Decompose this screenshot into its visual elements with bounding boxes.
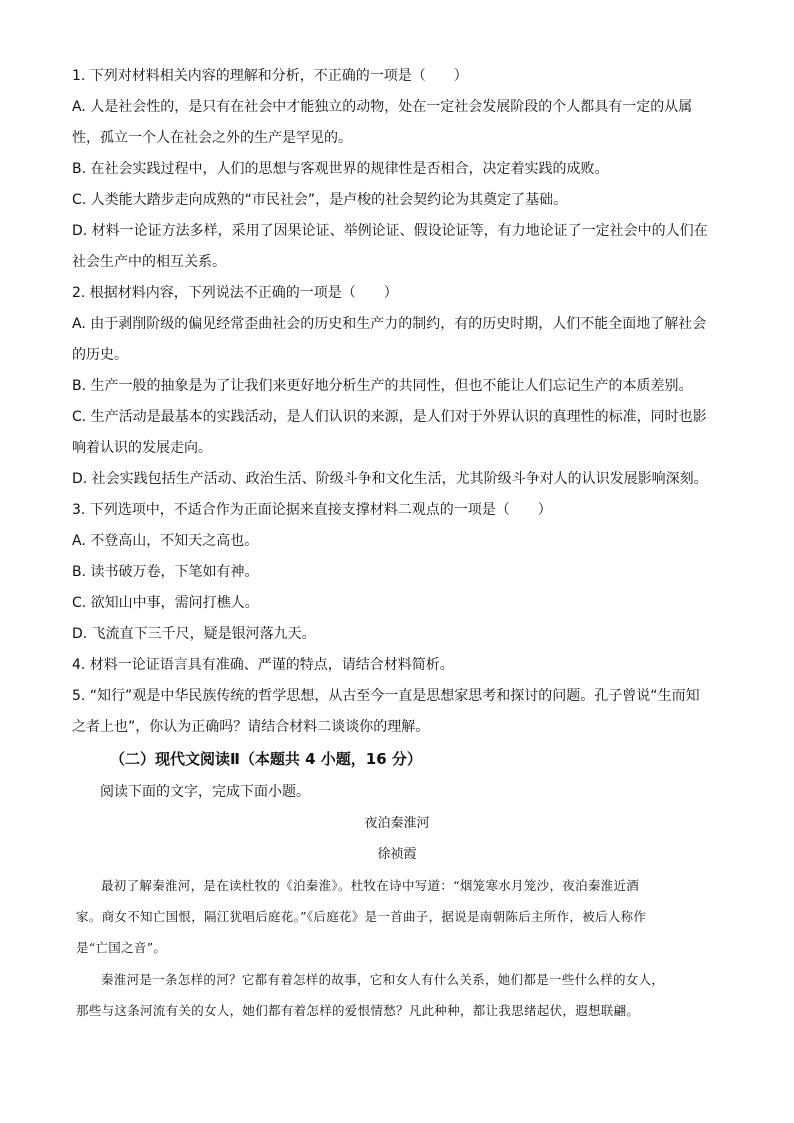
q1-option-a-line1: A. 人是社会性的，是只有在社会中才能独立的动物，处在一定社会发展阶段的个人都具有一定的从属 xyxy=(72,99,693,115)
q5-stem-line1: 5. “知行”观是中华民族传统的哲学思想，从古至今一直是思想家思考和探讨的问题。孔子曾说“生而知 xyxy=(72,688,700,704)
passage-p1-line2: 家。商女不知亡国恨，隔江犹唱后庭花。”《后庭花》是一首曲子，据说是南朝陈后主所作，被后人称作 xyxy=(76,909,647,924)
section-heading: （二）现代文阅读Ⅱ（本题共 4 小题，16 分） xyxy=(110,750,422,768)
q3-option-d: D. 飞流直下三千尺，疑是银河落九天。 xyxy=(72,626,316,642)
q1-stem: 1. 下列对材料相关内容的理解和分析，不正确的一项是（ ） xyxy=(72,68,468,84)
q2-option-c-line1: C. 生产活动是最基本的实践活动，是人们认识的来源，是人们对于外界认识的真理性的标准，同时也影 xyxy=(72,409,707,425)
q2-stem: 2. 根据材料内容，下列说法不正确的一项是（ ） xyxy=(72,285,398,301)
passage-title: 夜泊秦淮河 xyxy=(364,816,430,831)
q1-option-b: B. 在社会实践过程中，人们的思想与客观世界的规律性是否相合，决定着实践的成败。 xyxy=(72,161,609,177)
q5-stem-line2: 之者上也”，你认为正确吗？请结合材料二谈谈你的理解。 xyxy=(72,719,430,735)
q3-option-c: C. 欲知山中事，需问打樵人。 xyxy=(72,595,259,611)
q2-option-b: B. 生产一般的抽象是为了让我们来更好地分析生产的共同性，但也不能让人们忘记生产的本质差别。 xyxy=(72,378,693,394)
passage-p1-line1: 最初了解秦淮河，是在读杜牧的《泊秦淮》。杜牧在诗中写道：“烟笼寒水月笼沙，夜泊秦淮近酒 xyxy=(101,878,640,893)
section-intro: 阅读下面的文字，完成下面小题。 xyxy=(100,784,310,800)
passage-author: 徐祯霞 xyxy=(377,847,417,862)
q3-option-b: B. 读书破万卷，下笔如有神。 xyxy=(72,564,259,580)
q1-option-d-line1: D. 材料一论证方法多样，采用了因果论证、举例论证、假设论证等，有力地论证了一定社会中的人们在 xyxy=(72,223,708,239)
q3-option-a: A. 不登高山，不知天之高也。 xyxy=(72,533,259,549)
passage-p2-line1: 秦淮河是一条怎样的河？它都有着怎样的故事，它和女人有什么关系，她们都是一些什么样的女人， xyxy=(101,972,665,987)
q4-stem: 4. 材料一论证语言具有准确、严谨的特点，请结合材料简析。 xyxy=(72,657,454,673)
q2-option-c-line2: 响着认识的发展走向。 xyxy=(72,440,212,456)
passage-p2-line2: 那些与这条河流有关的女人，她们都有着怎样的爱恨情愁？凡此种种，都让我思绪起伏，遐想联翩。 xyxy=(76,1003,640,1018)
q2-option-a-line2: 的历史。 xyxy=(72,347,128,363)
q2-option-d: D. 社会实践包括生产活动、政治生活、阶级斗争和文化生活，尤其阶级斗争对人的认识发展影响深刻。 xyxy=(72,471,708,487)
passage-p1-line3: 是“亡国之音”。 xyxy=(76,940,167,955)
q3-stem: 3. 下列选项中，不适合作为正面论据来直接支撑材料二观点的一项是（ ） xyxy=(72,502,552,518)
q1-option-d-line2: 社会生产中的相互关系。 xyxy=(72,254,226,270)
q1-option-a-line2: 性，孤立一个人在社会之外的生产是罕见的。 xyxy=(72,130,352,146)
q2-option-a-line1: A. 由于剥削阶级的偏见经常歪曲社会的历史和生产力的制约，有的历史时期，人们不能全面地了解社会 xyxy=(72,316,707,332)
q1-option-c: C. 人类能大踏步走向成熟的“市民社会”，是卢梭的社会契约论为其奠定了基础。 xyxy=(72,192,568,208)
